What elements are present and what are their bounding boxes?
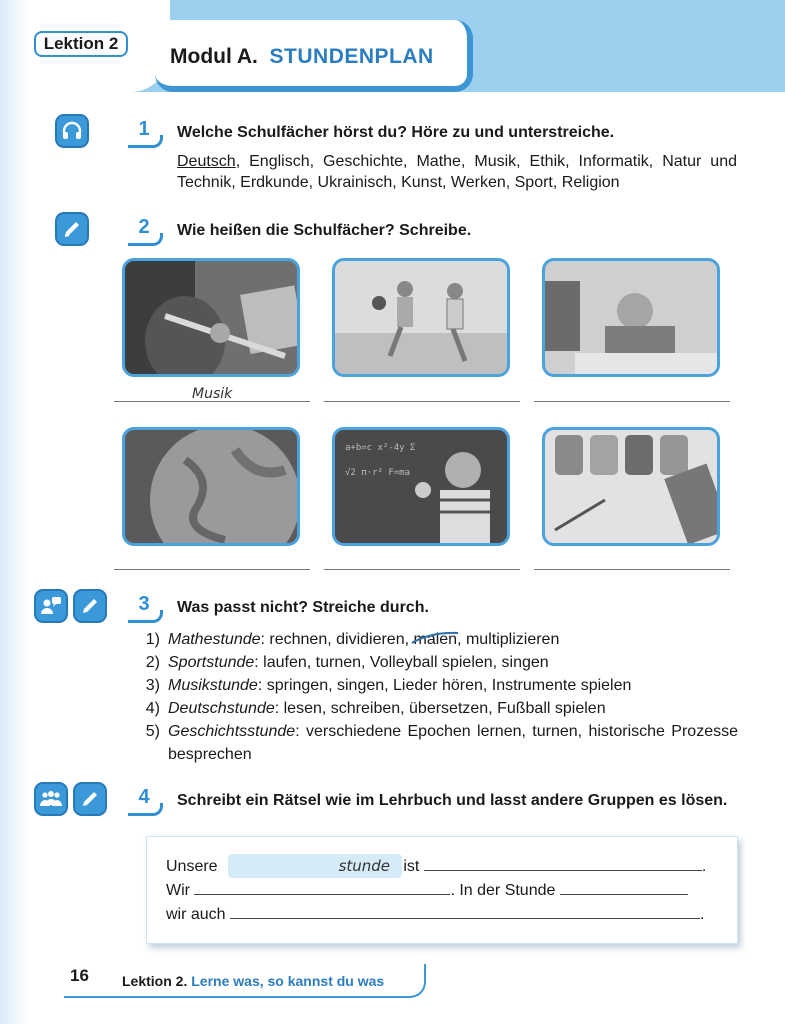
answer-line[interactable]: [324, 401, 520, 402]
puzzle-line-3: wir auch .: [166, 906, 705, 923]
struck-word: malen: [413, 631, 458, 648]
blank-field[interactable]: [194, 880, 450, 895]
speech-icon: [34, 589, 68, 623]
task-3-list: [138, 628, 738, 766]
boy-chemistry-photo: [332, 427, 510, 546]
boy-writing-photo: [542, 258, 720, 377]
task-2-title: Wie heißen die Schulfächer? Schreibe.: [177, 222, 472, 239]
answer-line[interactable]: [534, 569, 730, 570]
task-1-subjects: [177, 151, 737, 193]
blank-field[interactable]: [424, 856, 702, 871]
task-4-number: 4: [126, 782, 162, 816]
task-4-title: Schreibt ein Rätsel wie im Lehrbuch und lasst andere Gruppen es lösen.: [177, 792, 728, 809]
pencil-icon: [55, 212, 89, 246]
globe-photo: [122, 427, 300, 546]
answer-line[interactable]: [324, 569, 520, 570]
flute-player-photo: [122, 258, 300, 377]
list-item: 3) Musikstunde: springen, singen, Lieder hören, Instrumente spielen: [145, 677, 632, 694]
puzzle-line-2: Wir . In der Stunde: [166, 880, 688, 901]
task-2-number: 2: [126, 212, 162, 246]
list-item: 5) Geschichtsstunde: verschiedene Epochen lernen, turnen, historische Prozesse besprechen: [145, 723, 738, 763]
page-title: [170, 45, 434, 69]
module-title: STUNDENPLAN: [269, 45, 434, 68]
underlined-subject: Deutsch: [177, 153, 236, 170]
headphones-icon: [55, 114, 89, 148]
blank-field[interactable]: [560, 880, 688, 895]
task-1-number: 1: [126, 114, 162, 148]
group-icon: [34, 782, 68, 816]
pencil-icon: [73, 589, 107, 623]
example-answer: Musik: [192, 386, 233, 402]
left-margin-band: [0, 0, 28, 1024]
page-number: 16: [70, 966, 89, 985]
footer-subtitle: Lerne was, so kannst du was: [191, 973, 385, 989]
list-item: 4) Deutschstunde: lesen, schreiben, übersetzen, Fußball spielen: [145, 700, 606, 717]
module-label: Modul A.: [170, 45, 258, 68]
task-1-title: Welche Schulfächer hörst du? Höre zu und unterstreiche.: [177, 124, 615, 141]
svg-text:√2 π·r² F=ma: √2 π·r² F=ma: [345, 468, 411, 478]
basketball-players-photo: [332, 258, 510, 377]
puzzle-line-1: Unsere stunde ist .: [166, 857, 707, 875]
footer-title: Lektion 2. Lerne was, so kannst du was: [122, 973, 385, 989]
answer-line[interactable]: [534, 401, 730, 402]
list-item: 2) Sportstunde: laufen, turnen, Volleyball spielen, singen: [145, 654, 549, 671]
pencil-icon: [73, 782, 107, 816]
task-3-title: Was passt nicht? Streiche durch.: [177, 599, 429, 616]
blank-field[interactable]: [230, 904, 700, 919]
task-3-number: 3: [126, 589, 162, 623]
paint-jars-photo: [542, 427, 720, 546]
lektion-badge: Lektion 2: [34, 31, 128, 57]
handwritten-field: stunde: [338, 857, 391, 875]
svg-text:a+b=c x²-4y Σ: a+b=c x²-4y Σ: [345, 443, 416, 453]
subjects-list: , Englisch, Geschichte, Mathe, Musik, Ethik, Informatik, Natur und Technik, Erdkunde, Ukrainisch, Kunst, Werken, Sport, Religion: [177, 153, 737, 191]
answer-line[interactable]: [114, 569, 310, 570]
list-item: 1) Mathestunde: rechnen, dividieren, malen , multiplizieren: [138, 628, 738, 651]
